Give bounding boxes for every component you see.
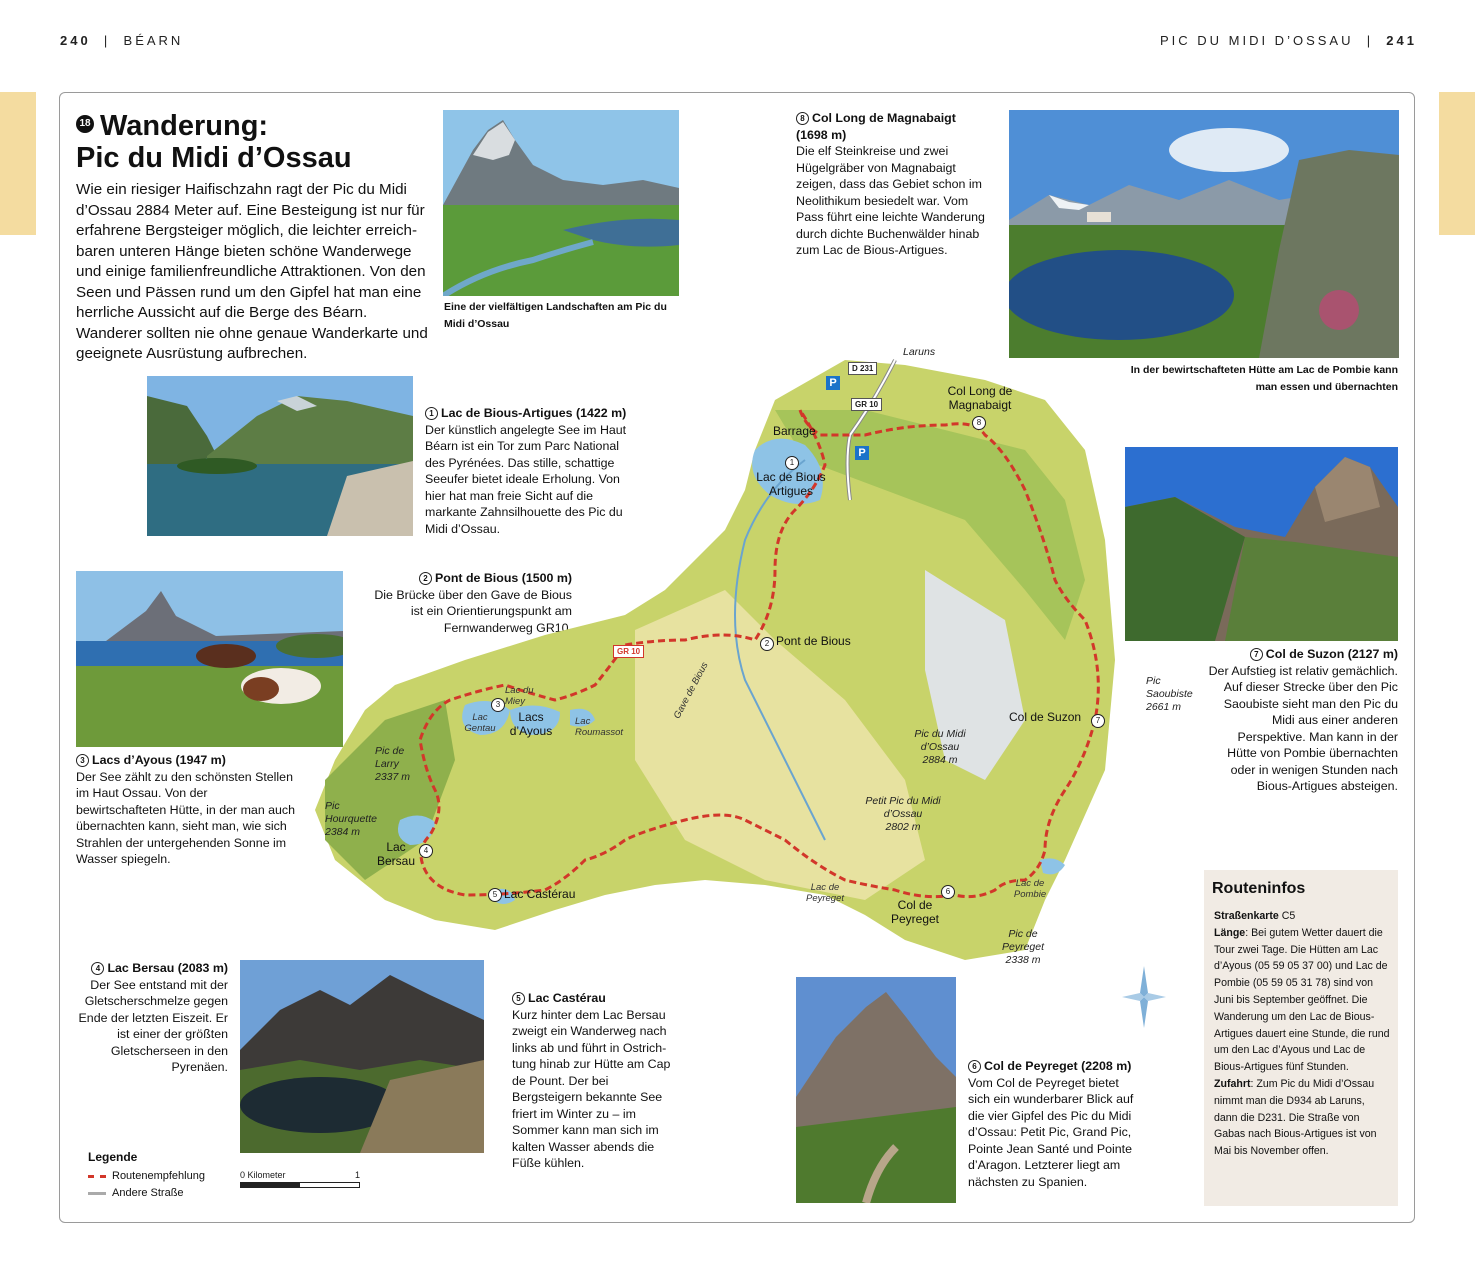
route-map: [305, 340, 1125, 980]
map-label-lac-de-bious: Lac de Bious Artigues: [756, 470, 826, 498]
map-label-barrage: Barrage: [773, 424, 816, 438]
caption-top-photo: Eine der vielfältigen Landschaften am Pic du Midi d’Ossau: [444, 301, 667, 330]
map-label-pont-de-bious: Pont de Bious: [776, 634, 851, 648]
map-label-col-de-suzon: Col de Suzon: [1009, 710, 1082, 724]
page-title: 18 Wanderung: Pic du Midi d’Ossau: [76, 110, 352, 174]
map-label-pic-de-peyreget: Pic de Peyreget 2338 m: [1001, 928, 1045, 966]
map-label-gave-de-bious: Gave de Bious: [671, 660, 711, 721]
map-parking-2: P: [855, 446, 869, 460]
scale-bar: 0 Kilometer 1: [240, 1170, 360, 1188]
right-page-tab: [1439, 92, 1475, 235]
compass-rose-icon: [1122, 966, 1166, 1028]
map-marker-7: 7: [1091, 714, 1105, 728]
photo-landscape: [443, 110, 679, 296]
map-label-pic-du-midi: Pic du Midi d’Ossau 2884 m: [914, 728, 966, 766]
photo-col-de-suzon: [1125, 447, 1398, 641]
stop-5-text: 5 Lac Castérau Kurz hinter dem Lac Bersau zweigt ein Wanderweg nach links ab und führt in Ostrichtung hinab zur Hütte am Cap de Pount. Der bei Bergsteigern bekannte See friert im Winter zu – im Sommer kann man sich im kalten Wasser abends die Füße kühlen.: [512, 991, 671, 1170]
intro-text: Wie ein riesiger Haifischzahn ragt der Pic du Midi d’Ossau 2884 Meter auf. Eine Besteigung ist nur für erfahrene Bergsteiger möglich, die leichter erreichbaren unteren Hänge bieten schöne Wanderwege und einige familienfreundliche Attraktionen. Von den Seen und Pässen rund um den Gipfel hat man eine herrliche Aussicht auf die Berge des Béarn. Wanderer sollten nie ohne genaue Wanderkarte und geeignete Ausrüstung aufbrechen.: [76, 181, 428, 362]
map-marker-1: 1: [785, 456, 799, 470]
map-legend: Legende Routenempfehlung Andere Straße: [88, 1150, 205, 1199]
map-label-lac-bersau: Lac Bersau: [376, 840, 416, 868]
photo-lac-de-pombie: [1009, 110, 1399, 358]
map-parking-1: P: [826, 376, 840, 390]
map-label-pic-hourquette: Pic Hourquette 2384 m: [325, 800, 377, 838]
map-label-lacs-dayous: Lacs d’Ayous: [509, 710, 553, 738]
stop-6-text: 6 Col de Peyreget (2208 m) Vom Col de Peyreget bietet sich ein wunderbarer Blick auf die vier Gipfel des Pic du Midi d’Ossau: Petit Pic, Grand Pic, Pointe Jean Santé und Pointe d’Aragon. Letzterer liegt am nächsten zu Spanien.: [968, 1059, 1134, 1189]
stop-3-text: 3 Lacs d’Ayous (1947 m) Der See zählt zu den schönsten Stellen im Haut Ossau. Von der bewirtschafteten Hütte, in der man auch übernachten kann, sieht man, wie sich Strahlen der untergehenden Sonne im Wasser spiegeln.: [76, 753, 296, 866]
walk-number-badge: 18: [76, 115, 94, 133]
map-label-pic-de-larry: Pic de Larry 2337 m: [375, 745, 411, 783]
stop-8-text: 8 Col Long de Magnabaigt (1698 m) Die elf Steinkreise und zwei Hügelgräber von Magnabaigt zeigen, dass das Gebiet schon im Neolithikum besiedelt war. Vom Pass führt eine leichte Wanderung durch dichte Buchenwälder hinab zum Lac de Bious-Artigues.: [796, 111, 985, 257]
map-label-petit-pic: Petit Pic du Midi d’Ossau 2802 m: [865, 795, 941, 833]
left-page-tab: [0, 92, 36, 235]
routeninfos-title: Routeninfos: [1212, 880, 1306, 897]
map-marker-3: 3: [491, 698, 505, 712]
map-label-col-long: Col Long de Magnabaigt: [947, 384, 1013, 412]
left-page-header: 240 | BÉARN: [60, 33, 184, 48]
routeninfos-box: [1204, 870, 1398, 1206]
map-label-pic-saoubiste-outer: Pic Saoubiste 2661 m: [1146, 675, 1193, 713]
map-label-lac-casterau: Lac Castérau: [504, 887, 576, 901]
stop-4-text: 4 Lac Bersau (2083 m) Der See entstand mit der Gletscherschmelze gegen Ende der letzten Eiszeit. Er ist einer der größten Gletscherseen in den Pyrenäen.: [78, 961, 228, 1074]
stop-7-text: 7 Col de Suzon (2127 m) Der Aufstieg ist relativ gemächlich. Auf dieser Strecke über den Pic Saoubiste sieht man den Pic du Midi aus einer anderen Perspektive. Man kann in der Hütte von Pombie übernachten oder in wenigen Stunden nach Bious-Artigues absteigen.: [1208, 647, 1398, 793]
right-page-header: PIC DU MIDI D’OSSAU | 241: [1159, 33, 1417, 48]
photo-col-de-peyreget: [796, 977, 956, 1203]
photo-lac-bersau: [240, 960, 484, 1153]
map-label-lac-de-pombie: Lac de Pombie: [1013, 878, 1047, 900]
caption-pombie-photo: In der bewirtschafteten Hütte am Lac de Pombie kann man essen und übernachten: [1130, 364, 1398, 393]
stop-2-text: 2 Pont de Bious (1500 m) Die Brücke über den Gave de Bious ist ein Orientierungspunkt am Fernwanderweg GR10.: [374, 571, 572, 635]
map-road-tag-d231: D 231: [848, 362, 877, 375]
map-marker-8: 8: [972, 416, 986, 430]
map-label-lac-du-miey: Lac du Miey: [505, 685, 534, 707]
map-label-laruns: Laruns: [903, 346, 936, 358]
map-marker-6: 6: [941, 885, 955, 899]
map-road-tag-gr10: GR 10: [851, 398, 882, 411]
stop-1-text: 1 Lac de Bious-Artigues (1422 m) Der künstlich angelegte See im Haut Béarn ist ein Tor zum Parc National des Pyrénées. Das stille, schattige Seeufer bietet ideale Erholung. Von hier hat man freie Sicht auf die markante Zahnsilhouette des Pic du Midi d’Ossau.: [425, 406, 627, 536]
map-label-lac-roumassot: Lac Roumassot: [575, 716, 624, 738]
map-label-col-de-peyreget: Col de Peyreget: [890, 898, 940, 926]
map-marker-2: 2: [760, 637, 774, 651]
map-label-lac-de-peyreget: Lac de Peyreget: [805, 882, 845, 904]
map-marker-4: 4: [419, 844, 433, 858]
map-label-lac-gentau: Lac Gentau: [464, 712, 496, 734]
routeninfos-body: Straßenkarte C5 Länge: Bei gutem Wetter dauert die Tour zwei Tage. Die Hütten am Lac d’Ayous (05 59 05 37 00) und Lac de Pombie (05 59 05 31 78) sind von Juni bis September geöffnet. Die Wanderung um den Lac de Bious-Artigues dauert eine Stunde, die rund um den Lac d’Ayous und Lac de Bious-Artigues fünf Stunden. Zufahrt: Zum Pic du Midi d’Ossau nimmt man die D934 ab Laruns, dann die D231. Die Straße von Gabas nach Bious-Artigues ist von Mai bis November offen.: [1214, 910, 1390, 1158]
photo-lacs-dayous: [76, 571, 343, 747]
map-marker-5: 5: [488, 888, 502, 902]
map-trail-tag-gr10: GR 10: [613, 645, 644, 658]
